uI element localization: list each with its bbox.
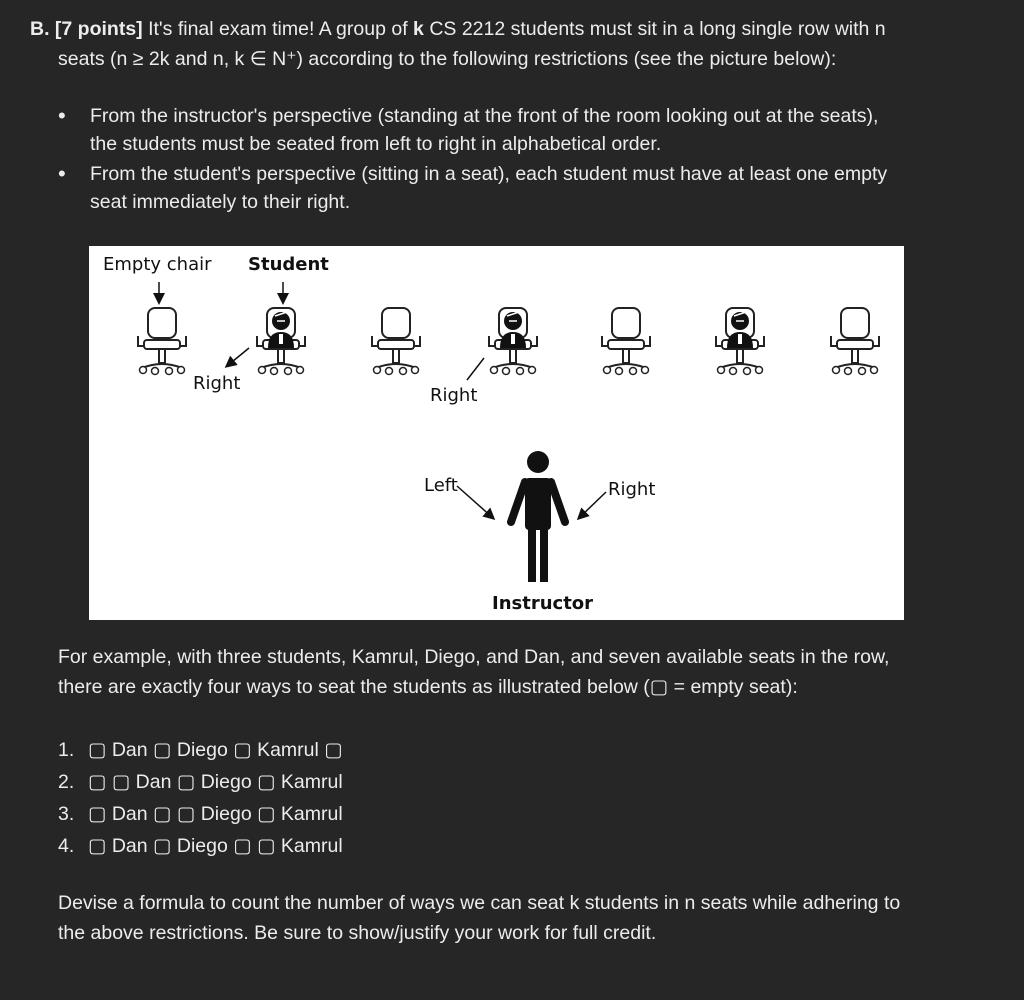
arrangement-list	[58, 734, 343, 862]
empty-chair-label: Empty chair	[103, 254, 212, 275]
instructor-icon	[511, 451, 565, 582]
chair-icon	[372, 308, 420, 375]
problem-header	[30, 14, 886, 74]
right-arrow-1	[227, 348, 249, 366]
k-variable: k	[413, 18, 424, 40]
example-paragraph: For example, with three students, Kamrul, Diego, and Dan, and seven available seats in the row, there are exactly four ways to seat the students as illustrated below (▢ = empty seat):	[58, 646, 890, 698]
instructor-label: Instructor	[492, 593, 594, 614]
seating-diagram	[89, 246, 904, 620]
header-line-1: B. [7 points] It's final exam time! A group of k CS 2212 students must sit in a long single row with n	[30, 18, 886, 40]
chair-icon	[138, 308, 186, 375]
restrictions-list	[58, 102, 887, 218]
list-item: 3. ▢ Dan ▢ ▢ Diego ▢ Kamrul	[58, 803, 343, 825]
right-label-seat: Right	[430, 385, 478, 406]
student-label: Student	[248, 254, 329, 275]
chair-icon	[831, 308, 879, 375]
left-label: Left	[424, 475, 458, 496]
student-chair-icon	[257, 308, 305, 375]
left-arrow	[457, 486, 493, 518]
chair-icon	[602, 308, 650, 375]
header-line-2: seats (n ≥ 2k and n, k ∈ N⁺) according to the following restrictions (see the picture below):	[58, 48, 837, 70]
student-chair-icon	[716, 308, 764, 375]
problem-label: B.	[30, 18, 50, 40]
restriction-item: • From the instructor's perspective (standing at the front of the room looking out at the seats), the students must be seated from left to right in alphabetical order.	[58, 102, 887, 158]
instructor-right-label: Right	[608, 479, 656, 500]
task-paragraph: Devise a formula to count the number of ways we can seat k students in n seats while adhering to the above restrictions. Be sure to show/justify your work for full credit.	[58, 892, 901, 944]
right-label-student: Right	[193, 373, 241, 394]
restriction-item: • From the student's perspective (sitting in a seat), each student must have at least one empty seat immediately to their right.	[58, 160, 887, 216]
right-arrow-2	[467, 358, 484, 380]
list-item: 2. ▢ ▢ Dan ▢ Diego ▢ Kamrul	[58, 771, 343, 793]
instructor-right-arrow	[579, 492, 606, 518]
student-chair-icon	[489, 308, 537, 375]
list-item: 1. ▢ Dan ▢ Diego ▢ Kamrul ▢	[58, 739, 343, 761]
points-label: [7 points]	[54, 18, 143, 40]
seating-figure	[89, 246, 904, 620]
list-item: 4. ▢ Dan ▢ Diego ▢ ▢ Kamrul	[58, 835, 343, 857]
